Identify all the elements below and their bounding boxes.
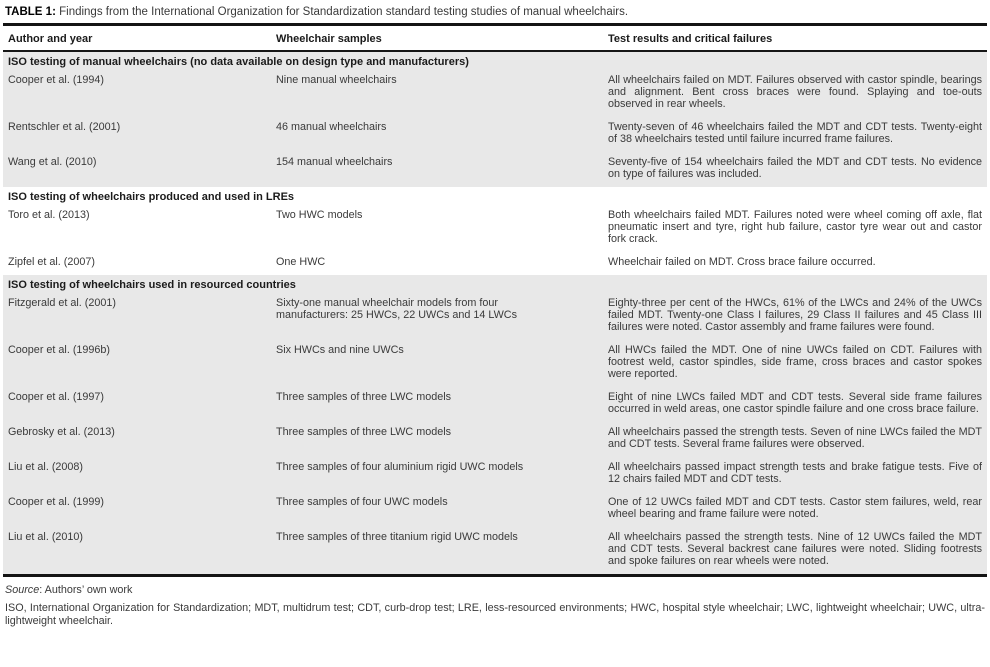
section-header-iso-lre <box>3 187 987 205</box>
author-cell: Cooper et al. (1994) <box>3 70 271 117</box>
results-cell: Eighty-three per cent of the HWCs, 61% of the LWCs and 24% of the UWCs failed MDT. Twenty-one Class I failures, 29 Class II failures and 45 Class III failures were noted. Castor assembly and frame failures were found. <box>603 293 987 340</box>
table-row-gebrosky-2013 <box>3 422 987 457</box>
results-cell: All wheelchairs passed the strength tests. Seven of nine LWCs failed the MDT and CDT tests. Several frame failures were observed. <box>603 422 987 457</box>
samples-cell: Three samples of three LWC models <box>271 387 603 422</box>
table-row-wang-2010 <box>3 152 987 187</box>
section-header-label: ISO testing of wheelchairs produced and used in LREs <box>8 191 295 203</box>
results-cell: All wheelchairs passed the strength tests. Nine of 12 UWCs failed the MDT and CDT tests. Several backrest cane failures were noted. Sliding footrests and spoke failures on rear wheels were noted. <box>603 527 987 576</box>
source-label: Source <box>5 584 40 596</box>
table-row-cooper-1994 <box>3 70 987 117</box>
source-text: : Authors’ own work <box>39 584 133 596</box>
table-footnotes <box>3 577 987 627</box>
table-caption-text: Findings from the International Organization for Standardization standard testing studies of manual wheelchairs. <box>59 6 629 18</box>
samples-cell: Nine manual wheelchairs <box>271 70 603 117</box>
section-header-label: ISO testing of wheelchairs used in resourced countries <box>3 275 987 293</box>
results-cell: Seventy-five of 154 wheelchairs failed the MDT and CDT tests. No evidence on type of failures was included. <box>603 152 987 187</box>
findings-table <box>3 26 987 577</box>
abbreviations-note: ISO, International Organization for Standardization; MDT, multidrum test; CDT, curb-drop test; LRE, less-resourced environments; HWC, hospital style wheelchair; LWC, lightweight wheelchair; UWC, ultra-lightweight wheelchair. <box>5 602 985 627</box>
source-note <box>5 584 985 596</box>
author-cell: Zipfel et al. (2007) <box>8 256 96 268</box>
results-cell: All wheelchairs passed impact strength tests and brake fatigue tests. Five of 12 chairs failed MDT and CDT tests. <box>603 457 987 492</box>
samples-cell: 154 manual wheelchairs <box>271 152 603 187</box>
section-header-iso-manual <box>3 51 987 70</box>
table-row-rentschler-2001 <box>3 117 987 152</box>
author-cell: Cooper et al. (1999) <box>3 492 271 527</box>
table-row-cooper-1996b <box>3 340 987 387</box>
section-header-iso-resourced <box>3 275 987 293</box>
column-header-results: Test results and critical failures <box>603 26 987 51</box>
table-row-fitzgerald-2001 <box>3 293 987 340</box>
samples-cell: Six HWCs and nine UWCs <box>271 340 603 387</box>
author-cell: Liu et al. (2008) <box>3 457 271 492</box>
table-row-cooper-1997 <box>3 387 987 422</box>
author-cell: Liu et al. (2010) <box>3 527 271 576</box>
table-row-zipfel-2007 <box>3 252 987 275</box>
samples-cell: Three samples of four aluminium rigid UWC models <box>271 457 603 492</box>
results-cell: All wheelchairs failed on MDT. Failures observed with castor spindle, bearings and alignment. Bent cross braces were found. Splaying and toe-outs observed in rear wheels. <box>603 70 987 117</box>
table-row-liu-2010 <box>3 527 987 576</box>
author-cell: Fitzgerald et al. (2001) <box>3 293 271 340</box>
author-cell: Cooper et al. (1997) <box>3 387 271 422</box>
author-cell: Gebrosky et al. (2013) <box>3 422 271 457</box>
results-cell: One of 12 UWCs failed MDT and CDT tests. Castor stem failures, weld, rear wheel bearing and frame failure were noted. <box>603 492 987 527</box>
samples-cell: Three samples of four UWC models <box>271 492 603 527</box>
table-caption-label: TABLE 1: <box>5 6 56 18</box>
author-cell: Toro et al. (2013) <box>8 209 90 221</box>
column-header-samples: Wheelchair samples <box>271 26 603 51</box>
column-header-author: Author and year <box>3 26 271 51</box>
results-cell: Both wheelchairs failed MDT. Failures noted were wheel coming off axle, flat pneumatic insert and tyre, right hub failure, castor tyre wear out and castor fork crack. <box>608 209 982 245</box>
table-row-liu-2008 <box>3 457 987 492</box>
results-cell: Wheelchair failed on MDT. Cross brace failure occurred. <box>608 256 876 268</box>
samples-cell: Two HWC models <box>276 209 363 221</box>
author-cell: Cooper et al. (1996b) <box>3 340 271 387</box>
section-header-label: ISO testing of manual wheelchairs (no data available on design type and manufacturers) <box>3 51 987 70</box>
results-cell: Twenty-seven of 46 wheelchairs failed the MDT and CDT tests. Twenty-eight of 38 wheelchairs tested until failure incurred frame failures. <box>603 117 987 152</box>
author-cell: Wang et al. (2010) <box>3 152 271 187</box>
samples-cell: Three samples of three LWC models <box>271 422 603 457</box>
samples-cell: Sixty-one manual wheelchair models from four manufacturers: 25 HWCs, 22 UWCs and 14 LWCs <box>271 293 603 340</box>
table-caption <box>3 0 987 26</box>
samples-cell: 46 manual wheelchairs <box>271 117 603 152</box>
samples-cell: One HWC <box>276 256 326 268</box>
table-row-toro-2013 <box>3 205 987 252</box>
samples-cell: Three samples of three titanium rigid UWC models <box>271 527 603 576</box>
results-cell: All HWCs failed the MDT. One of nine UWCs failed on CDT. Failures with footrest weld, castor spindles, side frame, cross braces and castor spokes were reported. <box>603 340 987 387</box>
column-header-row <box>3 26 987 51</box>
table-row-cooper-1999 <box>3 492 987 527</box>
author-cell: Rentschler et al. (2001) <box>3 117 271 152</box>
results-cell: Eight of nine LWCs failed MDT and CDT tests. Several side frame failures occurred in weld areas, one castor spindle failure and one cross brace failure. <box>603 387 987 422</box>
